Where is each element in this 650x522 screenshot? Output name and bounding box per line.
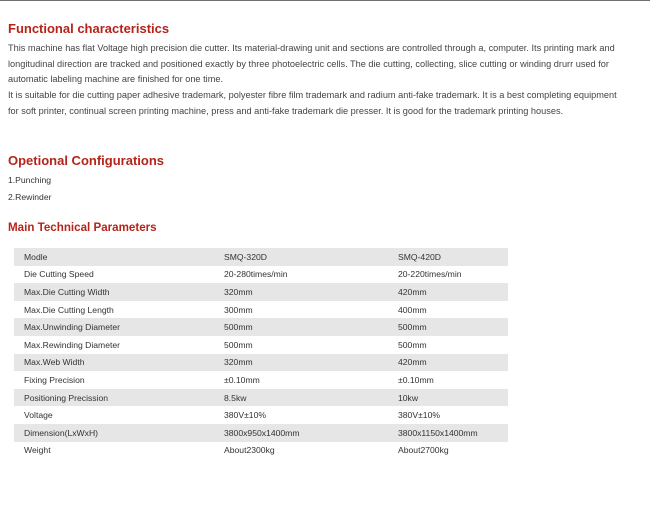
parameter-name: Max.Die Cutting Length [24,304,114,315]
table-row [14,371,508,389]
table-row [14,424,508,442]
table-row [14,354,508,372]
value-smq-320d: 3800x950x1400mm [224,424,398,442]
parameter-name: Die Cutting Speed [24,269,94,280]
parameter-name: Positioning Precission [14,389,224,407]
value-smq-320d: About2300kg [224,445,275,456]
value-smq-320d: 500mm [224,339,253,350]
optional-heading: Opetional Configurations [8,153,164,168]
value-smq-320d: 380V±10% [224,410,266,421]
value-smq-420d: About2700kg [398,445,449,456]
table-row [14,336,508,354]
value-smq-420d: 500mm [398,339,427,350]
value-smq-320d: 300mm [224,304,253,315]
value-smq-420d: 10kw [398,389,508,407]
parameter-name: Max.Unwinding Diameter [14,318,224,336]
value-smq-420d: ±0.10mm [398,374,434,385]
table-row [14,318,508,336]
value-smq-420d: 20-220times/min [398,269,462,280]
parameter-name: Voltage [24,410,53,421]
functional-paragraph-2: It is suitable for die cutting paper adhesive trademark, polyester fibre film trademark and radium anti-fake trademark. It is a best completing equipment for soft printer, continual screen printing machine, press and anti-fake trademark die presser. It is good for the trademark printing houses. [8,90,617,116]
parameter-name: Weight [24,445,51,456]
value-smq-320d: 8.5kw [224,389,398,407]
optional-item-punching: 1.Punching [8,175,52,185]
value-smq-420d: 400mm [398,304,427,315]
table-row [14,266,508,284]
table-row [14,301,508,319]
value-smq-320d: 320mm [224,354,398,372]
value-smq-320d: 320mm [224,283,398,301]
parameter-name: Fixing Precision [24,374,85,385]
table-row [14,283,508,301]
value-smq-420d: 3800x1150x1400mm [398,424,508,442]
parameter-name: Max.Die Cutting Width [14,283,224,301]
parameter-name: Modle [14,248,224,266]
parameter-name: Dimension(LxWxH) [14,424,224,442]
value-smq-420d: 380V±10% [398,410,440,421]
value-smq-320d: 20-280times/min [224,269,288,280]
value-smq-320d: ±0.10mm [224,374,260,385]
functional-heading: Functional characteristics [8,21,170,36]
value-smq-420d: SMQ-420D [398,248,508,266]
value-smq-420d: 500mm [398,318,508,336]
table-row [14,442,508,460]
table-row [14,248,508,266]
value-smq-420d: 420mm [398,283,508,301]
parameters-heading: Main Technical Parameters [8,221,157,234]
optional-item-rewinder: 2.Rewinder [8,192,52,202]
table-row [14,389,508,407]
value-smq-320d: SMQ-320D [224,248,398,266]
table-row [14,406,508,424]
value-smq-320d: 500mm [224,318,398,336]
value-smq-420d: 420mm [398,354,508,372]
parameter-name: Max.Rewinding Diameter [24,339,120,350]
functional-paragraph-1: This machine has flat Voltage high precision die cutter. Its material-drawing unit and sections are controlled through a, computer. Its printing mark and longitudinal direction are tracked and positioned exactly by three photoelectric cells. The die cutting, collecting, slice cutting or winding drurr used for automatic labeling machine are finished for one time. [8,43,615,84]
parameter-name: Max.Web Width [14,354,224,372]
top-divider [0,0,650,1]
parameters-table [14,248,508,459]
